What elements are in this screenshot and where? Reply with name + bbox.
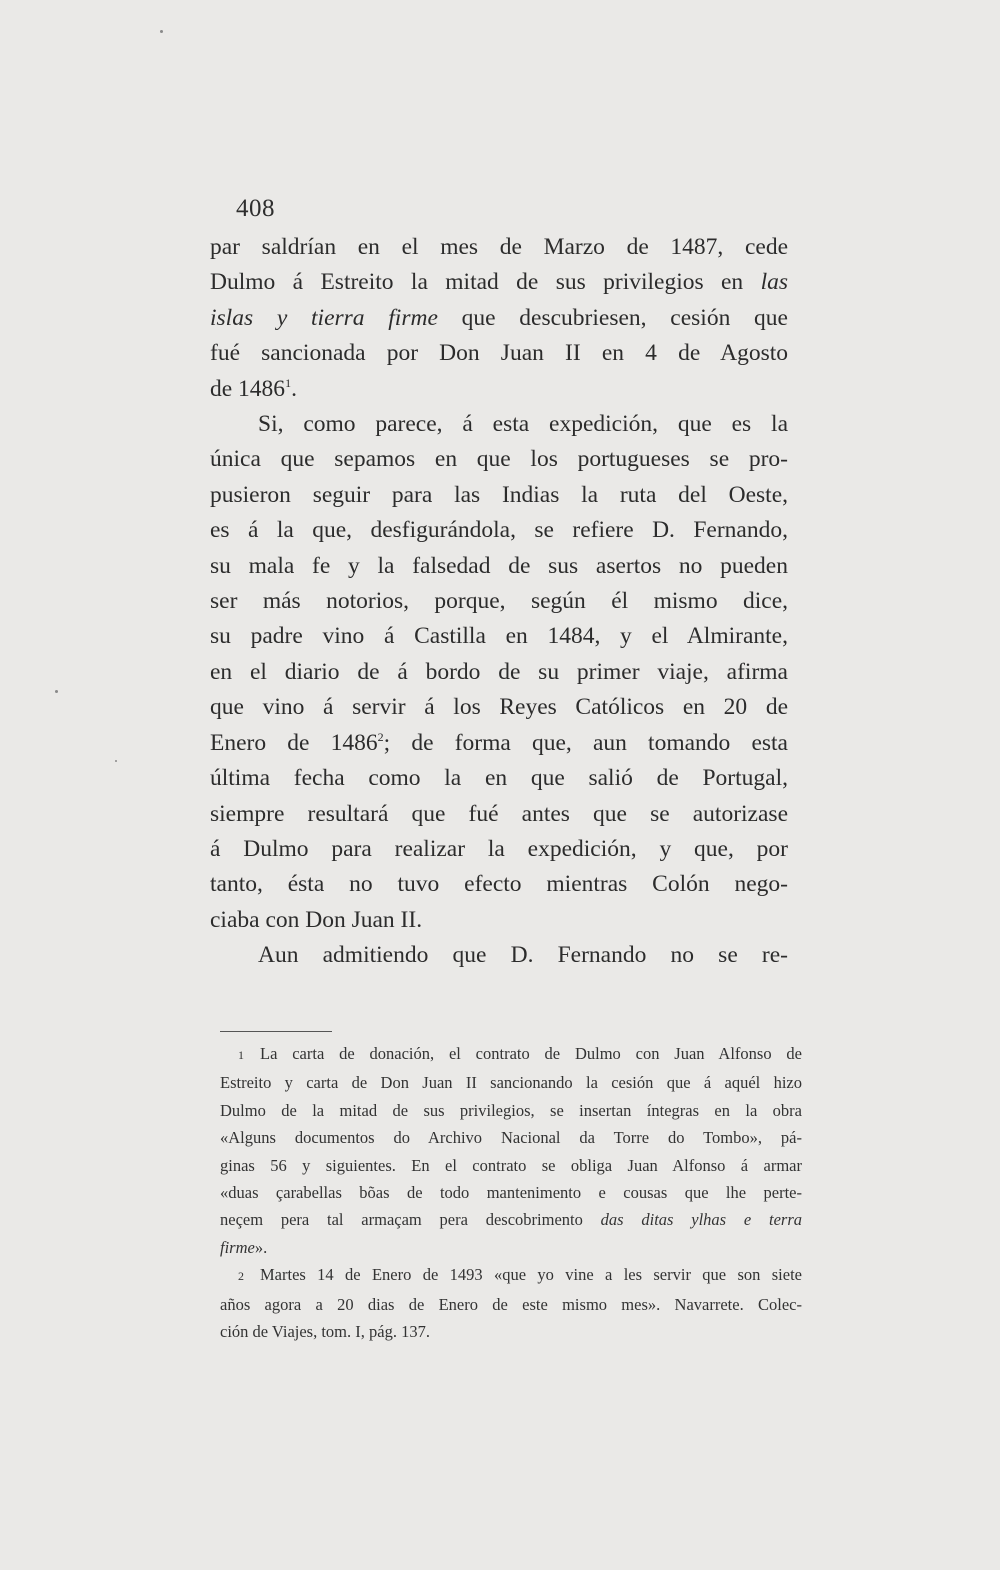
footnote-reference: 2	[377, 729, 384, 744]
footnote-number: 1	[238, 1048, 244, 1062]
footnote-divider	[220, 1031, 332, 1032]
text-run: es á la que, desfigurándola, se refiere D. Fernando,	[210, 517, 788, 544]
text-run: su mala fe y la falsedad de sus asertos no pueden	[210, 552, 788, 579]
page-number: 408	[236, 195, 275, 222]
text-run: á Dulmo para realizar la expedición, y que, por	[210, 835, 788, 862]
text-line	[210, 336, 788, 371]
text-run: fué sancionada por Don Juan II en 4 de Agosto	[210, 340, 788, 367]
text-run: ginas 56 y siguientes. En el contrato se obliga Juan Alfonso á armar	[220, 1155, 802, 1175]
italic-text: las	[760, 269, 788, 296]
footnote-line	[220, 1152, 802, 1179]
text-run: de 1486	[210, 375, 286, 402]
text-run: La carta de donación, el contrato de Dulmo con Juan Alfonso de	[260, 1044, 802, 1063]
text-run: única que sepamos en que los portugueses se pro-	[210, 446, 788, 473]
text-run: Martes 14 de Enero de 1493 «que yo vine a les servir que son siete	[260, 1265, 802, 1285]
footnote-line	[220, 1234, 802, 1261]
italic-text: firme	[220, 1237, 255, 1257]
text-line	[210, 549, 788, 584]
footnote-line	[220, 1040, 802, 1069]
text-run: Dulmo á Estreito la mitad de sus privilegios en	[210, 269, 761, 296]
text-run: su padre vino á Castilla en 1484, y el Almirante,	[210, 623, 788, 650]
text-run: Enero de 1486	[210, 729, 378, 756]
text-run: ciaba con Don Juan II.	[210, 906, 423, 933]
text-line	[210, 478, 788, 513]
text-run: par saldrían en el mes de Marzo de 1487, cede	[210, 234, 788, 260]
italic-text: das ditas ylhas e terra	[600, 1210, 802, 1230]
text-line	[210, 265, 788, 300]
italic-text: islas y tierra firme	[210, 304, 438, 331]
footnote-line	[220, 1069, 802, 1096]
text-run: Si, como parece, á esta expedición, que es la	[258, 411, 788, 438]
text-run: .	[291, 375, 297, 402]
text-run: «duas çarabellas bõas de todo mantenimento e cousas que lhe perte-	[220, 1183, 802, 1203]
text-line	[210, 797, 788, 832]
text-line	[210, 761, 788, 796]
text-line	[210, 230, 788, 265]
text-line	[210, 726, 788, 761]
text-line	[210, 301, 788, 336]
text-line	[210, 372, 788, 407]
text-run: que descubriesen, cesión que	[437, 304, 788, 331]
text-run: siempre resultará que fué antes que se autorizase	[210, 800, 788, 827]
text-line	[210, 867, 788, 902]
footnote-line	[220, 1291, 802, 1318]
text-run: Dulmo de la mitad de sus privilegios, se insertan íntegras en la obra	[220, 1100, 802, 1120]
footnote-line	[220, 1261, 802, 1290]
text-run: en el diario de á bordo de su primer viaje, afirma	[210, 658, 788, 685]
text-run: ».	[254, 1237, 268, 1257]
footnote-line	[220, 1124, 802, 1151]
text-run: Aun admitiendo que D. Fernando no se re-	[258, 942, 788, 969]
footnote-number: 2	[238, 1269, 244, 1284]
text-run: Estreito y carta de Don Juan II sancionando la cesión que á aquél hizo	[220, 1073, 802, 1093]
text-run: ; de forma que, aun tomando esta	[383, 729, 788, 756]
text-line	[210, 832, 788, 867]
text-line	[210, 619, 788, 654]
text-line	[210, 407, 788, 442]
text-line	[210, 903, 788, 938]
text-line	[210, 690, 788, 725]
text-line	[210, 938, 788, 973]
text-run: ción de Viajes, tom. I, pág. 137.	[220, 1322, 430, 1342]
paper-speck	[115, 760, 117, 762]
text-line	[210, 513, 788, 548]
text-run: pusieron seguir para las Indias la ruta del Oeste,	[210, 481, 788, 508]
footnotes	[220, 1040, 802, 1345]
main-text	[210, 230, 788, 974]
paper-speck	[160, 30, 163, 33]
text-run: tanto, ésta no tuvo efecto mientras Colón nego-	[210, 871, 788, 898]
text-run: que vino á servir á los Reyes Católicos en 20 de	[210, 694, 788, 721]
text-line	[210, 442, 788, 477]
footnote-line	[220, 1206, 802, 1233]
text-run: años agora a 20 dias de Enero de este mismo mes». Navarrete. Colec-	[220, 1294, 802, 1314]
text-line	[210, 584, 788, 619]
footnote-line	[220, 1318, 802, 1345]
text-run: ser más notorios, porque, según él mismo dice,	[210, 588, 788, 615]
footnote-reference: 1	[285, 375, 292, 390]
footnote-line	[220, 1179, 802, 1206]
text-run: «Alguns documentos do Archivo Nacional da Torre do Tombo», pá-	[220, 1128, 802, 1148]
text-line	[210, 655, 788, 690]
text-run: neçem pera tal armaçam pera descobrimento	[220, 1210, 601, 1230]
paper-speck	[55, 690, 58, 693]
text-run: última fecha como la en que salió de Portugal,	[210, 765, 788, 792]
footnote-line	[220, 1097, 802, 1124]
